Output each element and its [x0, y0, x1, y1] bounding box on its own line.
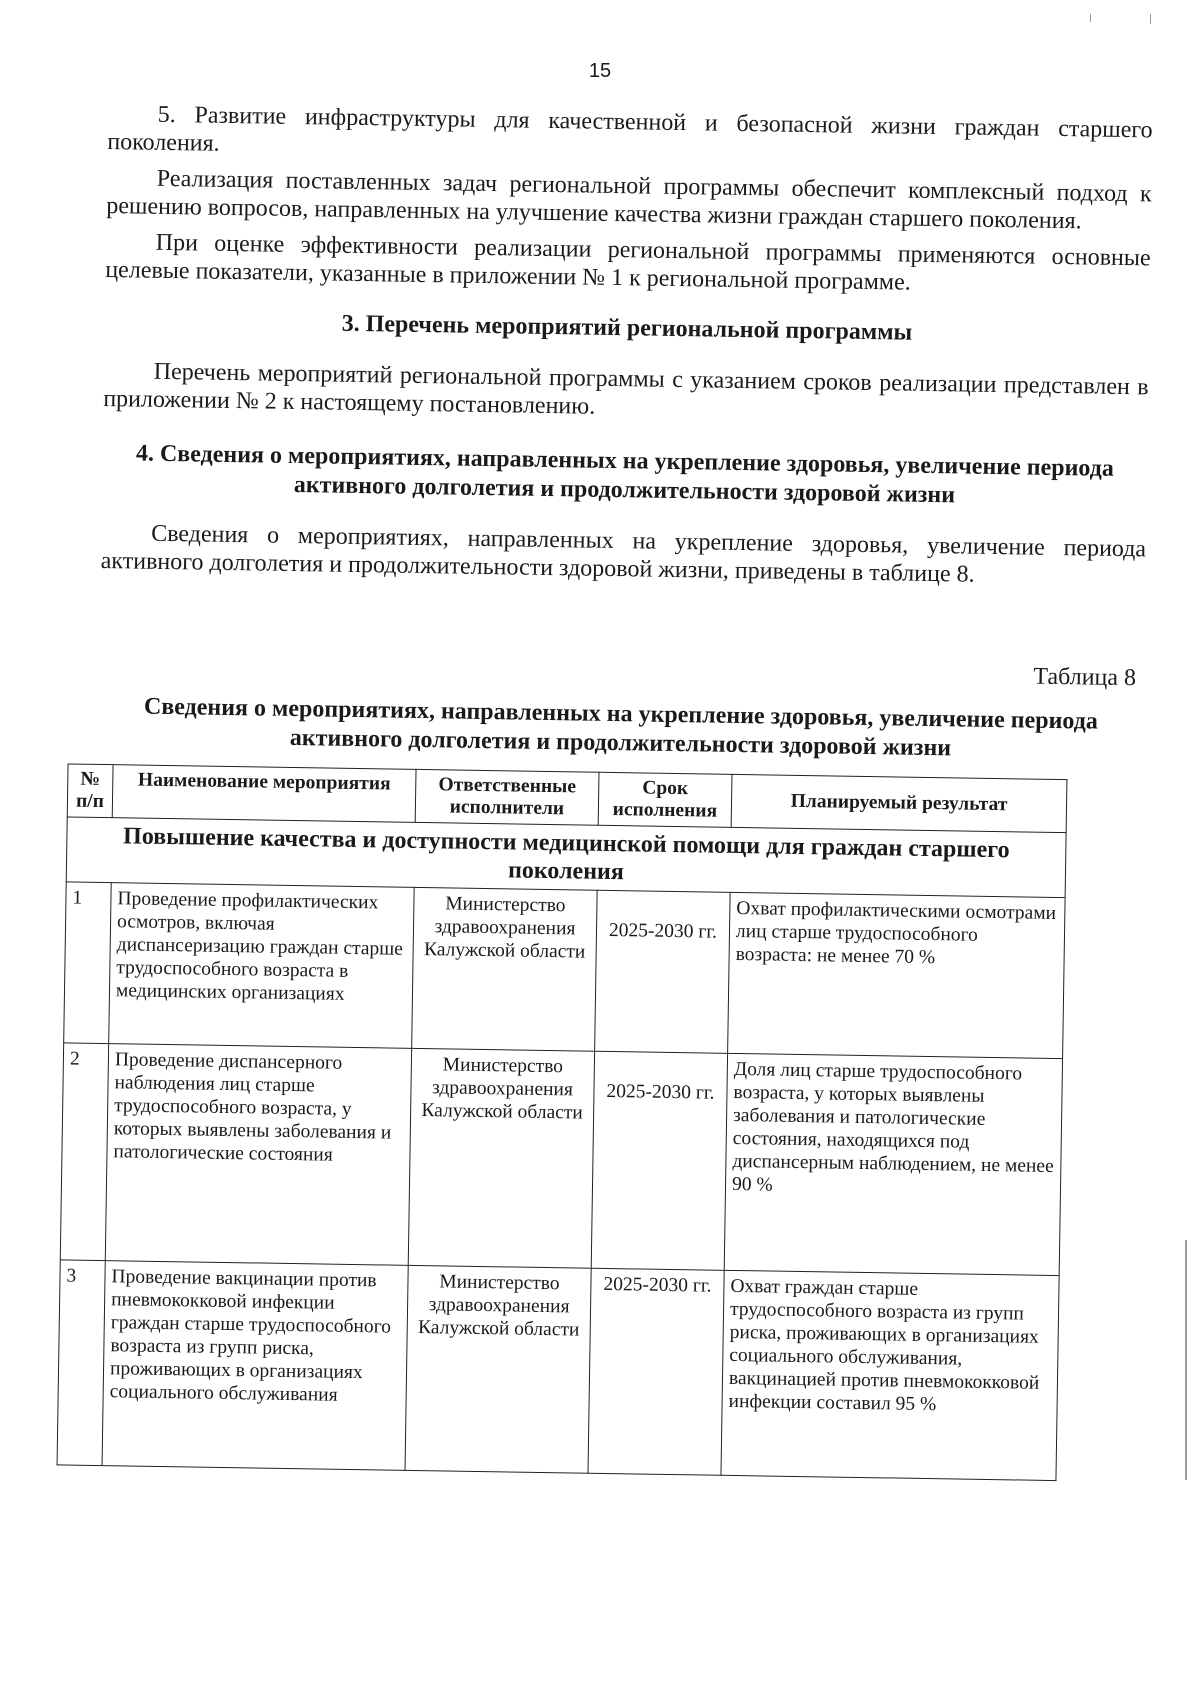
- row-result: Доля лиц старше трудоспособного возраста, у которых выявлены заболевания и патологические состояния, находящихся под диспансерным наблюдением, не менее 90 %: [724, 1053, 1062, 1275]
- section-4-heading: 4. Сведения о мероприятиях, направленных на укрепление здоровья, увеличение периода активного долголетия и продолжительности здоровой жизни: [135, 440, 1115, 509]
- scan-artifact: [1090, 14, 1091, 22]
- header-responsible: Ответственные исполнители: [415, 769, 599, 825]
- row-number: 1: [64, 882, 112, 1044]
- row-name: Проведение вакцинации против пневмококковой инфекции граждан старше трудоспособного возраста из групп риска, проживающих в организациях социального обслуживания: [102, 1261, 408, 1471]
- row-result: Охват профилактическими осмотрами лиц старше трудоспособного возраста: не менее 70 %: [728, 892, 1065, 1058]
- measures-table: [57, 763, 1068, 1481]
- row-term: 2025-2030 гг.: [588, 1268, 724, 1475]
- page-number: 15: [588, 60, 612, 82]
- header-name: Наименование мероприятия: [112, 765, 416, 823]
- table-row: [60, 1043, 1062, 1276]
- paragraph-item-5: 5. Развитие инфраструктуры для качественной и безопасной жизни граждан старшего поколения.: [107, 101, 1153, 157]
- table-row: [57, 1260, 1059, 1481]
- document-body: [66, 100, 1153, 1482]
- row-number: 2: [60, 1043, 108, 1261]
- row-number: 3: [57, 1260, 105, 1466]
- scan-artifact: [1150, 14, 1151, 24]
- table-label: Таблица 8: [1033, 663, 1137, 692]
- table-title: Сведения о мероприятиях, направленных на укрепление здоровья, увеличение периода активного долголетия и продолжительности здоровой жизни: [143, 693, 1099, 762]
- header-result: Планируемый результат: [731, 774, 1067, 832]
- paragraph-evaluation: При оценке эффективности реализации региональной программы применяются основные целевые показатели, указанные в приложении № 1 к региональной программе.: [105, 229, 1151, 296]
- row-responsible: Министерство здравоохранения Калужской области: [412, 887, 598, 1051]
- group-title: Повышение качества и доступности медицинской помощи для граждан старшего поколения: [66, 817, 1066, 898]
- table-row: [64, 882, 1065, 1059]
- row-term: 2025-2030 гг.: [591, 1051, 727, 1270]
- header-term: Срок исполнения: [598, 772, 732, 827]
- row-name: Проведение диспансерного наблюдения лиц старше трудоспособного возраста, у которых выявлены заболевания и патологические состояния: [105, 1044, 411, 1266]
- row-term: 2025-2030 гг.: [595, 890, 731, 1053]
- paragraph-implementation: Реализация поставленных задач региональной программы обеспечит комплексный подход к решению вопросов, направленных на улучшение качества жизни граждан старшего поколения.: [106, 165, 1152, 235]
- section-3-heading: 3. Перечень мероприятий региональной программы: [341, 310, 913, 346]
- row-name: Проведение профилактических осмотров, включая диспансеризацию граждан старше трудоспособного возраста в медицинских организациях: [109, 883, 414, 1049]
- row-responsible: Министерство здравоохранения Калужской области: [408, 1048, 594, 1268]
- section-3-text: Перечень мероприятий региональной программы с указанием сроков реализации представлен в приложении № 2 к настоящему постановлению.: [103, 358, 1149, 420]
- row-responsible: Министерство здравоохранения Калужской области: [405, 1265, 591, 1473]
- scan-artifact: [1185, 1240, 1187, 1480]
- row-result: Охват граждан старше трудоспособного возраста из групп риска, проживающих в организациях социального обслуживания, вакцинацией против пневмококковой инфекции составил 95 %: [721, 1270, 1059, 1480]
- section-4-text: Сведения о мероприятиях, направленных на укрепление здоровья, увеличение периода активного долголетия и продолжительности здоровой жизни, приведены в таблице 8.: [100, 520, 1147, 588]
- header-number: № п/п: [67, 764, 113, 818]
